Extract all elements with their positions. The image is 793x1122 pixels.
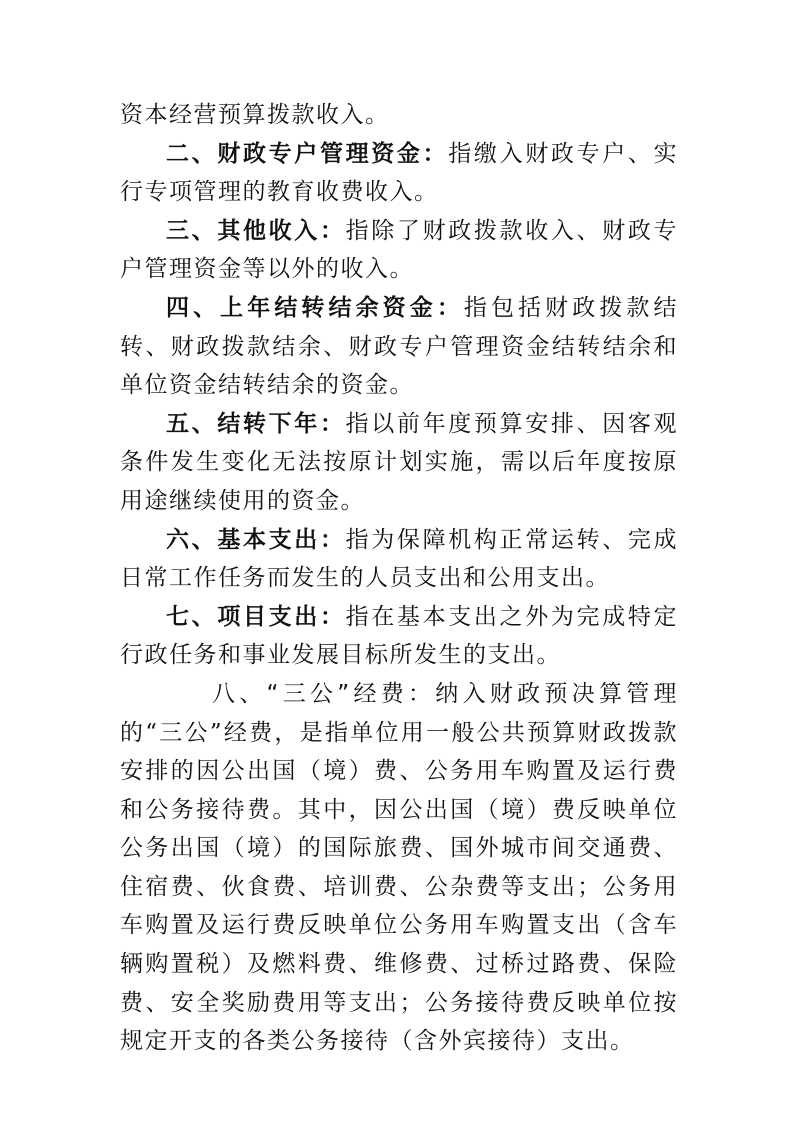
paragraph-text: 指为保障机构正常运转、完成日常工作任务而发生的人员支出和公用支出。 — [120, 526, 679, 592]
paragraph-text: 指除了财政拨款收入、财政专户管理资金等以外的收入。 — [120, 217, 679, 283]
term-heading: 七、项目支出： — [166, 603, 346, 630]
paragraph-prior-year-carryover — [120, 289, 678, 405]
paragraph-fiscal-special-account-funds — [120, 135, 678, 212]
paragraph-carry-to-next-year — [120, 405, 678, 521]
document-page — [120, 96, 678, 1061]
paragraph-text: 纳入财政预决算管理的“三公”经费，是指单位用一般公共预算财政拨款安排的因公出国（境）费、公务用车购置及运行费和公务接待费。其中，因公出国（境）费反映单位公务出国（境）的国际旅费、国外城市间交通费、住宿费、伙食费、培训费、公杂费等支出；公务用车购置及运行费反映单位公务用车购置支出（含车辆购置税）及燃料费、维修费、过桥过路费、保险费、安全奖励费用等支出；公务接待费反映单位按规定开支的各类公务接待（含外宾接待）支出。 — [120, 680, 678, 1055]
term-heading: 四、上年结转结余资金： — [166, 294, 464, 321]
paragraph-text: 指包括财政拨款结转、财政拨款结余、财政专户管理资金结转结余和单位资金结转结余的资金。 — [120, 294, 679, 399]
paragraph-text: 指在基本支出之外为完成特定行政任务和事业发展目标所发生的支出。 — [120, 603, 679, 669]
paragraph-other-income — [120, 212, 678, 289]
paragraph-continuation — [120, 96, 678, 135]
term-heading: 三、其他收入： — [166, 217, 346, 244]
paragraph-project-expenditure — [120, 598, 678, 675]
paragraph-text: 指以前年度预算安排、因客观条件发生变化无法按原计划实施，需以后年度按原用途继续使用的资金。 — [120, 410, 679, 514]
paragraph-text: 资本经营预算拨款收入。 — [120, 102, 390, 128]
term-heading: 八、“三公”经费： — [212, 680, 436, 707]
term-heading: 五、结转下年： — [166, 410, 346, 437]
paragraph-three-public-expenses — [120, 675, 678, 1061]
term-heading: 二、财政专户管理资金： — [166, 140, 449, 167]
paragraph-text: 指缴入财政专户、实行专项管理的教育收费收入。 — [120, 140, 679, 206]
paragraph-basic-expenditure — [120, 521, 678, 598]
term-heading: 六、基本支出： — [166, 526, 346, 553]
